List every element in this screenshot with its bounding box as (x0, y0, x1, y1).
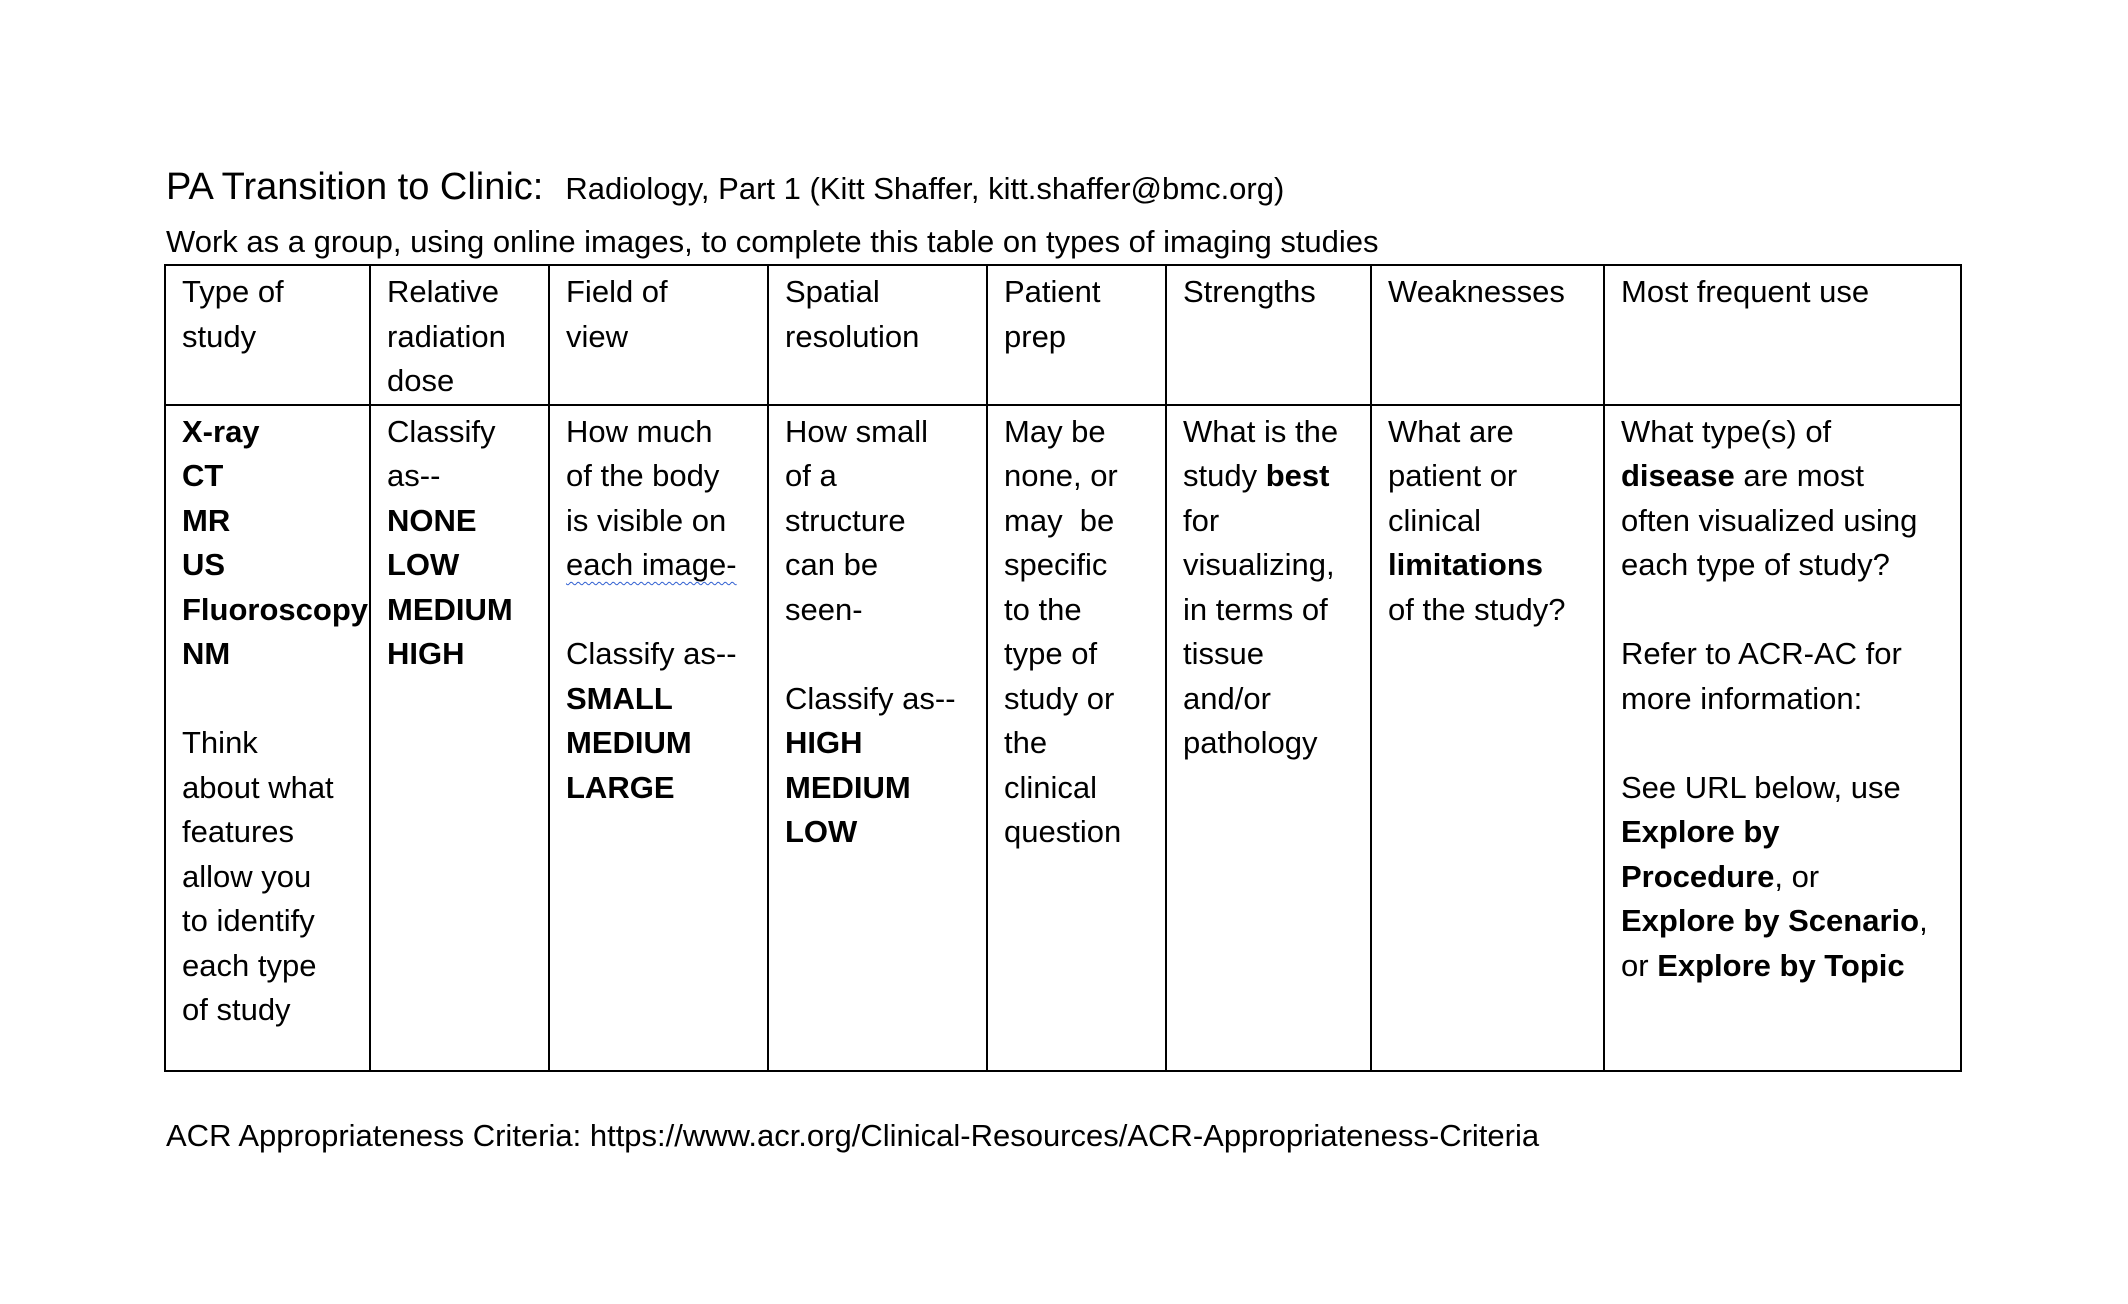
spacer (785, 632, 972, 677)
question-line: seen- (785, 591, 863, 627)
cell-spatial-resolution[interactable] (768, 405, 987, 1071)
strengths-line: pathology (1183, 725, 1318, 760)
explore-by-procedure-2: Procedure (1621, 858, 1775, 894)
cell-most-frequent-use[interactable] (1604, 405, 1961, 1071)
classify-label: Classify as-- (785, 680, 956, 716)
weaknesses-bold-limitations: limitations (1388, 547, 1544, 582)
header-text: Relative (387, 274, 499, 309)
question-line: of the body (566, 458, 720, 493)
fov-level-small: SMALL (566, 680, 673, 716)
spacer (1621, 721, 1946, 766)
title-main: PA Transition to Clinic: (166, 166, 544, 208)
header-text: Strengths (1183, 274, 1316, 309)
header-most-frequent-use[interactable] (1604, 265, 1961, 405)
header-text: Type of (182, 274, 284, 309)
acr-reference-line: ACR Appropriateness Criteria: https://www.acr.org/Clinical-Resources/ACR-Appropriateness-Criteria (166, 1118, 1540, 1153)
table-header-row (165, 265, 1961, 405)
header-text: Field of (566, 274, 668, 309)
header-spatial-resolution[interactable] (768, 265, 987, 405)
question-line: is visible on (566, 502, 727, 538)
header-field-of-view[interactable] (549, 265, 768, 405)
modality-us: US (182, 547, 226, 582)
weaknesses-line: patient or (1388, 458, 1518, 493)
explore-by-scenario: Explore by Scenario (1621, 903, 1920, 938)
intro-line: Classify (387, 413, 496, 449)
header-type-of-study[interactable] (165, 265, 370, 405)
header-text: Patient (1004, 274, 1101, 309)
note-line: about what (182, 769, 334, 805)
spacer (1621, 588, 1946, 633)
modality-nm: NM (182, 636, 231, 671)
prep-line: clinical (1004, 769, 1098, 805)
cell-patient-prep[interactable] (987, 405, 1166, 1071)
explore-by-topic: Explore by Topic (1657, 947, 1905, 983)
note-line: Think (182, 725, 258, 760)
strengths-line: and/or (1183, 680, 1271, 716)
or-text: or (1621, 947, 1658, 983)
strengths-bold-best: best (1265, 458, 1330, 493)
refer-line: Refer to ACR-AC for (1621, 636, 1902, 671)
question-line: How much (566, 413, 713, 449)
prep-line: none, or (1004, 458, 1118, 493)
dose-level-none: NONE (387, 502, 477, 538)
question-line: can be (785, 547, 879, 582)
classify-label: Classify as-- (566, 636, 737, 671)
document-title (166, 168, 1284, 206)
modality-ct: CT (182, 458, 224, 493)
header-text: Spatial (785, 274, 880, 309)
use-line: What type(s) of (1621, 413, 1832, 449)
header-patient-prep[interactable] (987, 265, 1166, 405)
use-line (1621, 454, 1946, 499)
strengths-line: in terms of (1183, 591, 1328, 627)
header-text: study (182, 318, 257, 354)
resolution-level-high: HIGH (785, 725, 863, 760)
prep-line: may be (1004, 502, 1115, 538)
cell-field-of-view[interactable] (549, 405, 768, 1071)
cell-type-of-study[interactable] (165, 405, 370, 1071)
note-line: allow you (182, 858, 312, 894)
strengths-line: What is the (1183, 413, 1339, 449)
spacer (566, 588, 753, 633)
prep-line: to the (1004, 591, 1082, 627)
explore-by-scenario-line (1621, 899, 1946, 944)
see-url-line: See URL below, use (1621, 769, 1901, 805)
question-line-last (566, 543, 753, 588)
prep-line: question (1004, 814, 1122, 849)
header-text: view (566, 318, 629, 354)
header-text: Most frequent use (1621, 274, 1870, 309)
cell-relative-radiation-dose[interactable] (370, 405, 549, 1071)
weaknesses-line: of the study? (1388, 591, 1566, 627)
explore-by-topic-line (1621, 944, 1946, 989)
title-subtitle: Radiology, Part 1 (Kitt Shaffer, kitt.shaffer@bmc.org) (565, 171, 1285, 206)
weaknesses-line: clinical (1388, 502, 1482, 538)
cell-weaknesses[interactable] (1371, 405, 1604, 1071)
strengths-line: tissue (1183, 636, 1264, 671)
instructions-text: Work as a group, using online images, to complete this table on types of imaging studies (166, 224, 1379, 259)
table-body-row (165, 405, 1961, 1071)
prep-line: type of (1004, 636, 1098, 671)
weaknesses-line: What are (1388, 413, 1514, 449)
spacer (182, 677, 355, 722)
resolution-level-low: LOW (785, 814, 858, 849)
use-text: are most (1734, 458, 1864, 493)
header-text: Weaknesses (1388, 274, 1565, 309)
refer-line: more information: (1621, 680, 1863, 716)
or-text: , or (1774, 858, 1820, 894)
prep-line: study or (1004, 680, 1115, 716)
header-relative-radiation-dose[interactable] (370, 265, 549, 405)
strengths-line (1183, 454, 1356, 499)
prep-line: the (1004, 725, 1048, 760)
header-text: radiation (387, 318, 506, 354)
fov-level-large: LARGE (566, 769, 675, 805)
header-text: resolution (785, 318, 920, 354)
prep-line: specific (1004, 547, 1108, 582)
use-line: each type of study? (1621, 547, 1890, 582)
modality-fluoroscopy: Fluoroscopy (182, 591, 369, 627)
question-line: structure (785, 502, 906, 538)
comma-text: , (1919, 903, 1928, 938)
header-weaknesses[interactable] (1371, 265, 1604, 405)
imaging-studies-table (164, 264, 1962, 1072)
strengths-text: study (1183, 458, 1266, 493)
use-line: often visualized using (1621, 502, 1918, 538)
dose-level-high: HIGH (387, 636, 465, 671)
header-text: dose (387, 363, 455, 398)
prep-line: May be (1004, 413, 1106, 449)
note-line: of study (182, 992, 291, 1027)
modality-mr: MR (182, 502, 231, 538)
strengths-line: for (1183, 502, 1220, 538)
note-line: features (182, 814, 295, 849)
intro-line: as-- (387, 458, 441, 493)
cell-strengths[interactable] (1166, 405, 1371, 1071)
dose-level-medium: MEDIUM (387, 591, 513, 627)
dose-level-low: LOW (387, 547, 460, 582)
resolution-level-medium: MEDIUM (785, 769, 911, 805)
spellcheck-underlined-text: each image- (566, 547, 737, 582)
modality-xray: X-ray (182, 413, 260, 449)
strengths-line: visualizing, (1183, 547, 1335, 582)
header-strengths[interactable] (1166, 265, 1371, 405)
header-text: prep (1004, 318, 1067, 354)
question-line: How small (785, 413, 928, 449)
use-bold-disease: disease (1621, 458, 1735, 493)
note-line: to identify (182, 903, 315, 938)
explore-by-procedure-1: Explore by (1621, 814, 1780, 849)
note-line: each type (182, 947, 317, 983)
fov-level-medium: MEDIUM (566, 725, 692, 760)
explore-by-procedure-line (1621, 855, 1946, 900)
question-line: of a (785, 458, 837, 493)
